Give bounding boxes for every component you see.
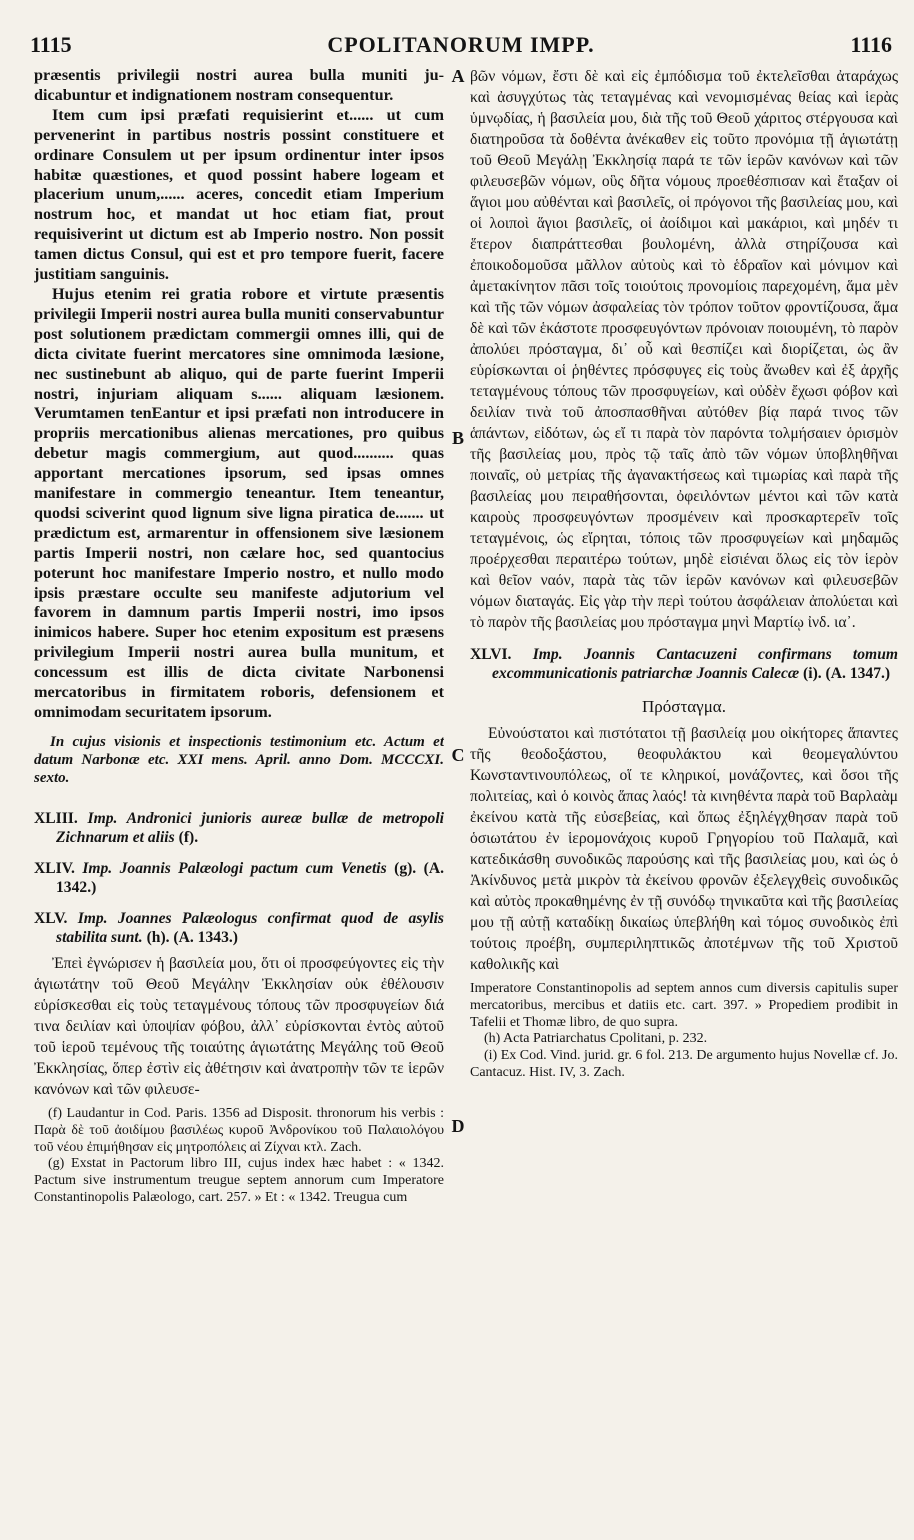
right-column [470,66,898,1526]
latin-paragraph: Hujus etenim rei gratia robore et virtute præsentis privilegii Imperii nostri aurea bulla muniti conservabuntur post solutionem prædictam commergii omnes illi, qui de dicta civitate fuerint mercatores sine omnimoda læsione, nec sustinebunt ab aliquo, qui de parte fuerint Imperii nostri, injuriam aliquam s...... aliquam læsionem. Verumtamen tenEantur et ipsi præfati non introducere in propriis mercationibus alienas mercationes, pro quibus debetur magis commergium, aut quod.......... quas apportant mercationes ipsorum, sed ipsas omnes manifestare in commergio teneantur. Item teneantur, quodsi sciverint quod lignum sive ligna piratica de....... ut prædictum est, armarentur in offensionem sive læsionem partis Imperii nostri, non cælare hoc, sed quantocius poterunt hoc manifestare Imperio nostro, et nullo modo ipsis præstare occulte seu manifeste adjutorium vel favorem in damnum partis Imperii nostri, imo ipsos inimicos habere. Super hoc etenim expositum est præsens privilegium Imperii nostri aurea bulla munitum, et concessum est illis de dicta civitate Narbonensi mercatoribus in firmitatem roboris, defensionem et omnimodam securitatem ipsorum. [34,284,444,721]
margin-letter-b: B [451,428,464,448]
entry-title: Imp. Joannis Cantacuzeni confirmans tomum excommunicationis patriarchæ Joannis Calecæ [492,646,898,682]
page-number-left: 1115 [30,32,72,57]
entry-title: Imp. Joannes Palæologus confirmat quod de asylis stabilita sunt. [56,909,444,946]
entry-number: XLIV. [34,859,75,877]
greek-text: Ἐπεὶ ἐγνώρισεν ἡ βασιλεία μου, ὅτι οἱ προσφεύγοντες εἰς τὴν ἁγιωτάτην τοῦ Θεοῦ Μεγάλην Ἐκκλησίαν οὐκ ἐθέλουσιν εὑρίσκεσθαι εἰς τοὺς τεταγμένους τόπους τῶν προσφυγείων διά τινα δειλίαν καὶ ὑποψίαν φόβου, ἀλλ᾽ εὑρίσκονται ἐντὸς αὐτοῦ τοῦ ἱεροῦ τεμένους τῆς τοιαύτης ἁγιωτάτης Μεγάλης τοῦ Θεοῦ Ἐκκλησίας, ὅπερ ἐστὶν εἰς ἀθέτησιν καὶ ἀνατροπὴν τῶν τε ἱερῶν κανόνων καὶ τῶν φιλευσε- [34,954,444,1098]
document-entry [470,645,898,683]
latin-paragraph: præsentis privilegii nostri aurea bulla muniti ju-dicabuntur et indignationem nostram consequentur. [34,66,444,104]
entry-title: Imp. Andronici junioris aureæ bullæ de metropoli Zichnarum et aliis [56,809,444,846]
footnotes [470,981,898,1082]
document-entry [34,809,444,847]
entry-number: XLV. [34,909,68,927]
entry-note: (h). (A. 1343.) [146,928,238,946]
document-entry [34,909,444,947]
left-column [34,66,444,1526]
footnote: Imperatore Constantinopolis ad septem annos cum diversis capitulis super mercatoribus, mercibus et datiis etc. cart. 397. » Propediem prodibit in Tafelii et Thomæ libro, de quo supra. [470,981,898,1030]
footnote: (i) Ex Cod. Vind. jurid. gr. 6 fol. 213. De argumento hujus Novellæ cf. Jo. Cantacuz. Hist. IV, 3. Zach. [470,1048,898,1080]
greek-text: βῶν νόμων, ἔστι δὲ καὶ εἰς ἐμπόδισμα τοῦ ἐκτελεῖσθαι ἀταράχως καὶ ἀσυγχύτως τὰς τεταγμένας καὶ νενομισμένας θείας καὶ ἱερὰς ὑμνῳδίας, ἡ βασιλεία μου, διὰ τῆς τοῦ Θεοῦ χάριτος στέργουσα καὶ διατηροῦσα τὰ δοθέντα ἀνέκαθεν εἰς τοῦτο προνόμια τῇ ἁγιωτάτῃ τοῦ Θεοῦ Μεγάλῃ Ἐκκλησίᾳ παρά τε τῶν ἱερῶν κανόνων καὶ τῶν φιλευσεβῶν νόμων, οὓς δῆτα νόμους προεθέσπισαν καὶ ἔταξαν οἱ ἅγιοι μου αὐθένται καὶ βασιλεῖς, οἱ πρόγονοι τῆς βασιλείας μου, καὶ οἱ λοιποὶ ἅγιοι βασιλεῖς, οἱ ἀοίδιμοι καὶ μακάριοι, καὶ μηδέν τι ἕτερον διαπράττεσθαι βουλομένη, ἀλλὰ στηρίζουσα καὶ ἐποικοδομοῦσα μᾶλλον αὐτοὺς καὶ τὸ ἑδραῖον καὶ μόνιμον καὶ ἀμετακίνητον πᾶσι τοῖς τοιούτοις προνομίοις παρεχομένη, ἅμα μὲν καὶ τῆς τῶν νόμων ἀσφαλείας τὸν τρόπον τοῦτον φροντίζουσα, ἅμα δὲ καὶ τῶν ἑκάστοτε προσφευγόντων πρόνοιαν ποιουμένη, τὸ παρὸν ἀπολύει πρόσταγμα, δι᾽ οὗ καὶ θεσπίζει καὶ διορίζεται, ὡς ἂν εὑρίσκωνται οἱ ῥηθέντες πρόσφυγες εἰς τοὺς ἄνωθεν καὶ ἐξ ἀρχῆς τεταγμένους τόπους τῶν προσφυγείων, καὶ οὐδὲν ἔχωσι φόβον καὶ δειλίαν τινὰ τοῦ ἀποσπασθῆναι αὐτόθεν βίᾳ παρά τινος τῶν ἁπάντων, εἰδότων, ὡς εἴ τι παρὰ τὸν παρόντα τολμήσαιεν ὁρισμὸν τῆς βασιλείας μου, πρὸς τῷ ταῖς ἀπὸ τῶν νόμων ὑποβληθῆναι ποιναῖς, οὐ μετρίας τῆς ἀγανακτήσεως καὶ τιμωρίας καὶ παρὰ τῆς βασιλείας μου πειραθήσονται, ὀφειλόντων μέντοι καὶ τῶν κατὰ καιροὺς προσφευγόντων προσμένειν καὶ προσκαρτερεῖν τοῖς τεταγμένοις, ὡς εἴρηται, τόποις τῶν προσφυγείων καὶ μηδαμῶς προέρχεσθαι περαιτέρω τούτων, μηδὲ εἰσιέναι ὅλως εἰς τὸν ἱερὸν καὶ θεῖον ναόν, παρὰ τὰς τῶν ἱερῶν κανόνων καὶ φιλευσεβῶν νόμων διαταγάς. Εἰς γὰρ τὴν περὶ τούτου ἀσφάλειαν ἀπολύεται καὶ τὸ παρὸν τῆς βασιλείας μου πρόσταγμα μηνὶ Μαρτίῳ ἰνδ. ια᾽. [470,68,898,631]
footnote: (h) Acta Patriarchatus Cpolitani, p. 232. [484,1031,708,1047]
margin-letter-a: A [451,66,465,86]
margin-letter-d: D [451,1116,465,1136]
greek-text: Εὐνούστατοι καὶ πιστότατοι τῇ βασιλείᾳ μου οἰκήτορες ἅπαντες τῆς θεοδοξάστου, θεοφυλάκτου καὶ θεομεγαλύντου Κωνσταντινουπόλεως, οἵ τε κληρικοί, μονάζοντες, καὶ ὅσοι τῆς πολιτείας, καὶ ὁ κοινὸς ἅπας λαός! τὰ κινηθέντα παρὰ τοῦ Βαρλαὰμ ἐκείνου κατὰ τῆς εὐσεβείας, καὶ ὅπως ἐξηλέγχθησαν παρὰ τοῦ ὁσιωτάτου ἐν ἱερομονάχοις κυροῦ Γρηγορίου τοῦ Παλαμᾶ, καὶ κατεδικάσθη συνοδικῶς παρούσης καὶ τῆς βασιλείας μου, καὶ ὡς ὁ Ἀκίνδυνος μετὰ μικρὸν τὰ ἐκείνου φρονῶν ἐξελεγχθεὶς συνοδικῶς καὶ αὐτὸς προκαθημένης ἐν τῇ συνόδῳ τηνικαῦτα καὶ τῆς βασιλείας μου τῇ αὐτῇ καταδίκῃ δικαίως ὑπεβλήθη καὶ τόμος συνοδικὸς ἐπὶ τούτοις προέβη, συμπεριληπτικῶς ἀποτέμνων τῆς τοῦ Χριστοῦ καθολικῆς καὶ [470,725,898,973]
document-entry [34,859,444,897]
latin-text [34,66,444,723]
entry-note: (g). (A. 1342.) [56,859,444,896]
entry-title: Imp. Joannis Palæologi pactum cum Venetis [82,859,387,877]
margin-letter-c: C [451,745,465,765]
page-header [30,32,892,66]
footnote: (f) Laudantur in Cod. Paris. 1356 ad Disposit. thronorum his verbis : Παρὰ δὲ τοῦ ἀοιδίμου βασιλέως κυροῦ Ἀνδρονίκου τοῦ Παλαιολόγου τοῦ νέου ἐπιμήθησαν εἰς μητροπόλεις αἱ Ζίχναι κτλ. Zach. [34,1105,444,1155]
footnotes [34,1106,444,1207]
latin-paragraph: Item cum ipsi præfati requisierint et...... ut cum pervenerint in partibus nostris possint constituere et ordinare Consulem ut per ipsum ordinentur inter ipsos habitæ quæstiones, et quod possint habere logeam et placerium unum,...... aceres, concedit etiam Imperium nostrum hoc, et mandat ut hoc etiam fiat, prout requisiverint ut dictum est ab Imperio nostro. Non possit tamen dictus Consul, qui est et pro tempore fuerit, facere justitiam sanguinis. [34,105,444,284]
entry-number: XLIII. [34,809,78,827]
closing-formula: In cujus visionis et inspectionis testimonium etc. Actum et datum Narbonæ etc. XXI mens. April. anno Dom. MCCCXI. sexto. [34,733,444,786]
running-title: CPOLITANORUM IMPP. [327,32,595,57]
document-title: Πρόσταγμα. [642,697,726,716]
entry-number: XLVI. [470,646,512,663]
entry-note: (i). (A. 1347.) [803,665,891,682]
page-number-right: 1116 [850,32,892,57]
entry-note: (f). [178,828,199,846]
footnote: (g) Exstat in Pactorum libro III, cujus index hæc habet : « 1342. Pactum sive instrumentum treugue septem annorum cum Imperatore Constantinopolis Palæologo, cart. 257. » Et : « 1342. Treugua cum [34,1156,444,1205]
